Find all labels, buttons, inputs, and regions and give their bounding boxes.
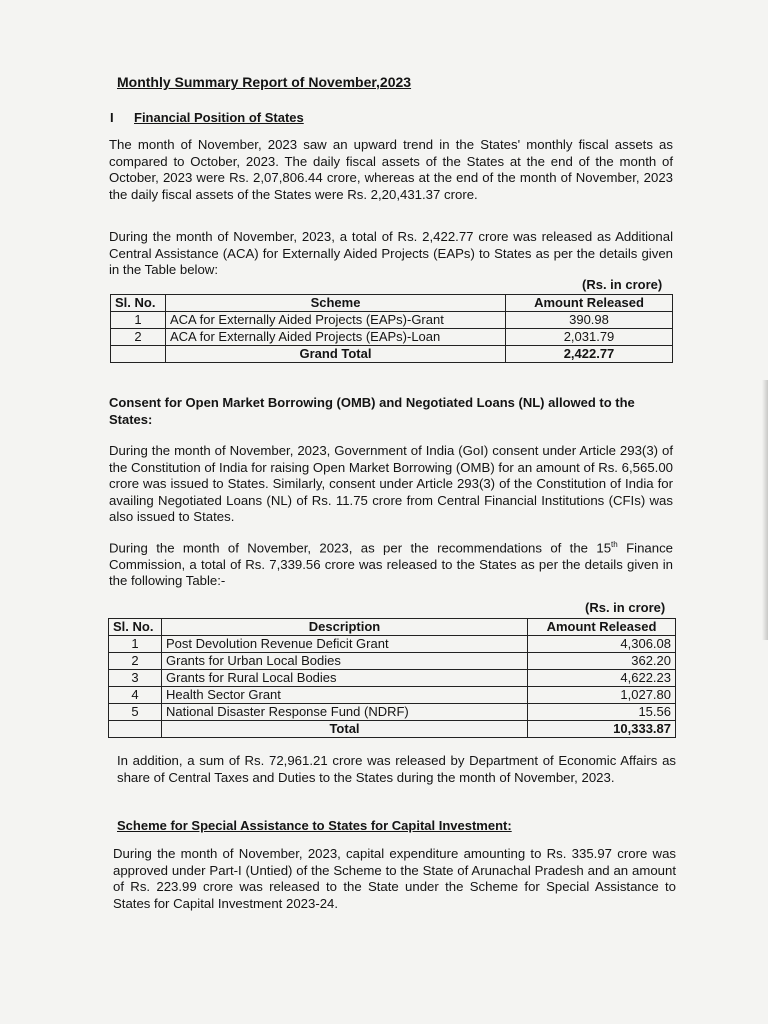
capital-investment-paragraph: During the month of November, 2023, capital expenditure amounting to Rs. 335.97 crore was approved under Part-I (Untied) of the Scheme to the State of Arunachal Pradesh and an amount of Rs. 223.99 crore was released to the State under the Scheme for Special Assistance to States for Capital Investment 2023-24. (113, 846, 676, 911)
table1-unit: (Rs. in crore) (582, 277, 663, 292)
section-heading (110, 110, 304, 125)
column-header-slno: Sl. No. (111, 295, 166, 312)
table-row (109, 687, 676, 704)
section-title: Financial Position of States (134, 110, 304, 125)
cell-scheme: ACA for Externally Aided Projects (EAPs)-Grant (166, 312, 506, 329)
page-edge-shadow (762, 380, 768, 640)
table-row (111, 312, 673, 329)
total-label: Total (162, 721, 528, 738)
column-header-scheme: Scheme (166, 295, 506, 312)
table-total-row (109, 721, 676, 738)
cell-slno: 5 (109, 704, 162, 721)
report-title: Monthly Summary Report of November,2023 (117, 74, 412, 90)
central-taxes-paragraph: In addition, a sum of Rs. 72,961.21 crore was released by Department of Economic Affairs as share of Central Taxes and Duties to the States during the month of November, 2023. (117, 753, 676, 785)
cell-description: Grants for Urban Local Bodies (162, 653, 528, 670)
cell-description: Health Sector Grant (162, 687, 528, 704)
cell-slno: 4 (109, 687, 162, 704)
finance-commission-table (108, 618, 676, 738)
table-header-row (111, 295, 673, 312)
section-number: I (110, 110, 114, 125)
cell-description: Post Devolution Revenue Deficit Grant (162, 636, 528, 653)
column-header-slno: Sl. No. (109, 619, 162, 636)
cell-amount: 1,027.80 (528, 687, 676, 704)
table-total-row (111, 346, 673, 363)
column-header-description: Description (162, 619, 528, 636)
total-amount: 2,422.77 (506, 346, 673, 363)
cell-description: National Disaster Response Fund (NDRF) (162, 704, 528, 721)
consent-heading: Consent for Open Market Borrowing (OMB) and Negotiated Loans (NL) allowed to the States: (109, 395, 635, 427)
table2-unit: (Rs. in crore) (585, 600, 666, 615)
table-row (109, 670, 676, 687)
column-header-amount: Amount Released (528, 619, 676, 636)
total-label: Grand Total (166, 346, 506, 363)
cell-slno: 2 (109, 653, 162, 670)
cell-description: Grants for Rural Local Bodies (162, 670, 528, 687)
cell-amount: 4,622.23 (528, 670, 676, 687)
table-row (111, 329, 673, 346)
cell-slno: 1 (109, 636, 162, 653)
table-row (109, 636, 676, 653)
cell-slno: 3 (109, 670, 162, 687)
table-header-row (109, 619, 676, 636)
table-row (109, 704, 676, 721)
cell-slno: 1 (111, 312, 166, 329)
total-amount: 10,333.87 (528, 721, 676, 738)
aca-table (110, 294, 673, 363)
cell-amount: 2,031.79 (506, 329, 673, 346)
consent-paragraph: During the month of November, 2023, Government of India (GoI) consent under Article 293(3) of the Constitution of India for raising Open Market Borrowing (OMB) for an amount of Rs. 6,565.00 crore was issued to States. Similarly, consent under Article 293(3) of the Constitution of India for availing Negotiated Loans (NL) of Rs. 11.75 crore from Central Financial Institutions (CFIs) was also issued to States. (109, 443, 673, 524)
cell-amount: 4,306.08 (528, 636, 676, 653)
cell-amount: 15.56 (528, 704, 676, 721)
capital-investment-heading: Scheme for Special Assistance to States for Capital Investment: (117, 818, 512, 833)
cell-scheme: ACA for Externally Aided Projects (EAPs)-Loan (166, 329, 506, 346)
finance-commission-paragraph: During the month of November, 2023, as per the recommendations of the 15th Finance Commission, a total of Rs. 7,339.56 crore was released to the States as per the details given in the following Table:- (109, 540, 673, 589)
cell-slno: 2 (111, 329, 166, 346)
fiscal-assets-paragraph: The month of November, 2023 saw an upward trend in the States' monthly fiscal assets as compared to October, 2023. The daily fiscal assets of the States at the end of the month of October, 2023 were Rs. 2,07,806.44 crore, whereas at the end of the month of November, 2023 the daily fiscal assets of the States were Rs. 2,20,431.37 crore. (109, 137, 673, 202)
cell-amount: 362.20 (528, 653, 676, 670)
cell-amount: 390.98 (506, 312, 673, 329)
table-row (109, 653, 676, 670)
column-header-amount: Amount Released (506, 295, 673, 312)
aca-paragraph: During the month of November, 2023, a total of Rs. 2,422.77 crore was released as Additional Central Assistance (ACA) for Externally Aided Projects (EAPs) to States as per the details given in the Table below: (109, 229, 673, 277)
